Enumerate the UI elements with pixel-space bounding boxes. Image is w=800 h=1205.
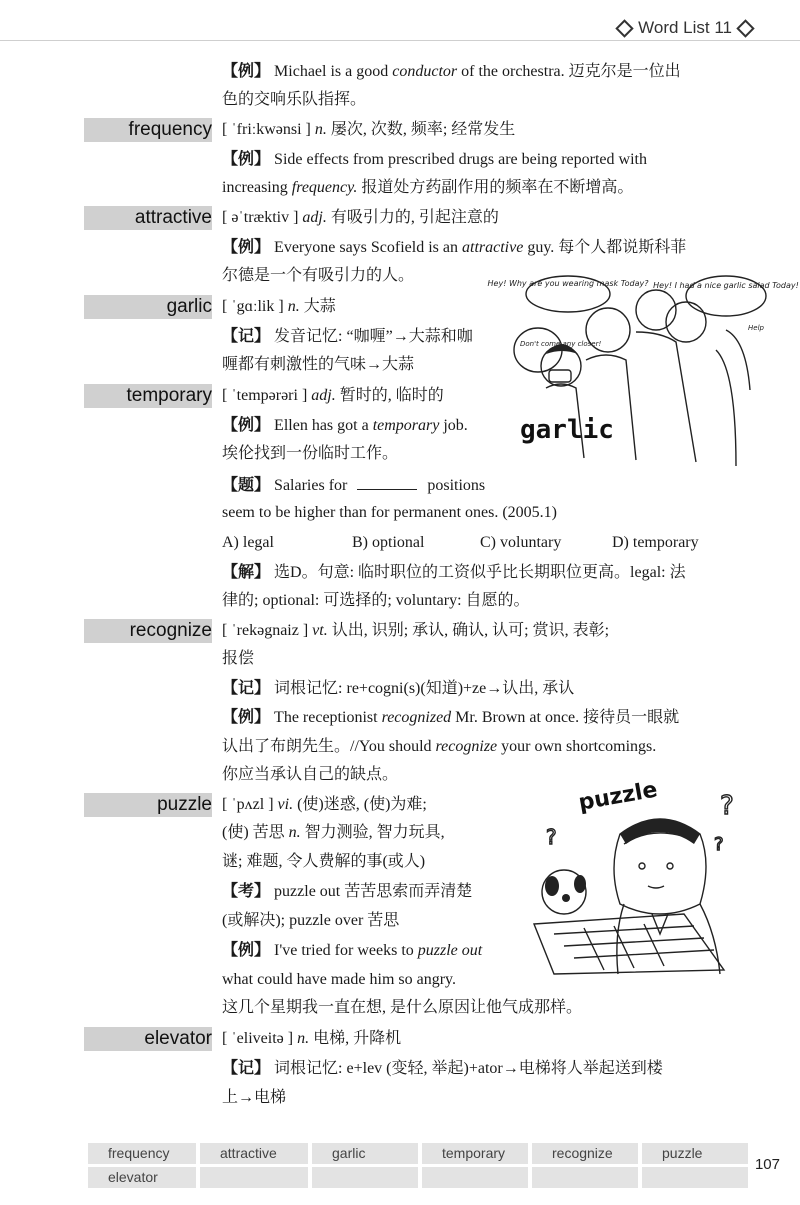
recognize-example-line2: 认出了布朗先生。//You should recognize your own shortcomings.	[222, 738, 657, 755]
conductor-example-cont: 色的交响乐队指挥。	[222, 91, 367, 108]
word-list-title	[618, 18, 752, 38]
option-b: B) optional	[352, 534, 425, 551]
index-blank	[532, 1167, 638, 1188]
temporary-question-line1: 【 题 】 Salaries for positions	[222, 475, 485, 496]
attractive-example-line2: 尔德是一个有吸引力的人。	[222, 267, 415, 284]
temporary-example-line1: 【 例 】 Ellen has got a temporary job.	[222, 416, 468, 436]
temporary-answer-line1: 【 解 】 选D。句意: 临时职位的工资似乎比长期职位更高。legal: 法	[222, 563, 686, 583]
frequency-example-line2: increasing frequency. 报道处方药副作用的频率在不断增高。	[222, 179, 634, 196]
fill-in-blank	[357, 475, 417, 490]
puzzle-exam-line2: (或解决); puzzle over 苦思	[222, 912, 400, 929]
word-list-title-text: Word List 11	[638, 18, 732, 37]
puzzle-definition-line2: (使) 苦思 n. 智力测验, 智力玩具,	[222, 824, 445, 841]
elevator-memory-line2: 上→电梯	[222, 1089, 287, 1106]
puzzle-example-line1: 【 例 】 I've tried for weeks to puzzle out	[222, 941, 482, 961]
puzzle-illustration	[524, 774, 764, 974]
conductor-example-line: 【 例 】 Michael is a good conductor of the orchestra. 迈克尔是一位出	[222, 62, 681, 82]
index-word: temporary	[422, 1143, 528, 1164]
index-blank	[312, 1167, 418, 1188]
example-tag: 【 例 】	[222, 151, 270, 168]
speech-bubble-text: Hey! Why are you wearing mask Today?	[487, 279, 649, 288]
index-word: elevator	[88, 1167, 196, 1188]
attractive-definition: [ əˈtræktiv ] adj. 有吸引力的, 引起注意的	[222, 208, 499, 228]
speech-bubble-text: Hey! I had a nice garlic salad Today!	[653, 281, 799, 290]
svg-text:?: ?	[546, 825, 557, 849]
temporary-answer-line2: 律的; optional: 可选择的; voluntary: 自愿的。	[222, 592, 530, 609]
answer-tag: 【 解 】	[222, 564, 270, 581]
index-blank	[422, 1167, 528, 1188]
headword-puzzle: puzzle	[84, 793, 212, 817]
svg-text:?: ?	[714, 834, 724, 855]
temporary-definition: [ ˈtempərəri ] adj. 暂时的, 临时的	[222, 386, 444, 406]
puzzle-caption: puzzle	[576, 777, 660, 816]
memory-tag: 【 记 】	[222, 680, 270, 697]
puzzle-exam-line1: 【 考 】 puzzle out 苦苦思索而弄清楚	[222, 882, 472, 902]
elevator-definition: [ ˈeliveitə ] n. 电梯, 升降机	[222, 1029, 401, 1049]
attractive-example-line1: 【 例 】 Everyone says Scofield is an attractive guy. 每个人都说斯科菲	[222, 238, 686, 258]
frequency-example-line1: 【 例 】 Side effects from prescribed drugs are being reported with	[222, 150, 647, 170]
temporary-options	[222, 533, 699, 553]
garlic-memory-line2: 喱都有刺激性的气味→大蒜	[222, 356, 415, 373]
example-tag: 【 例 】	[222, 239, 270, 256]
garlic-phonetic: [ ˈgɑːlik ]	[222, 298, 284, 315]
garlic-illustration	[487, 270, 799, 466]
diamond-icon	[736, 19, 754, 37]
speech-bubble-text: Help	[748, 324, 764, 332]
option-d: D) temporary	[612, 534, 699, 551]
question-tag: 【 题 】	[222, 477, 270, 494]
index-word: frequency	[88, 1143, 196, 1164]
recognize-definition: [ ˈrekəgnaiz ] vt. 认出, 识别; 承认, 确认, 认可; 赏识, 表彰;	[222, 621, 609, 641]
headword-garlic: garlic	[84, 295, 212, 319]
recognize-example-line1: 【 例 】 The receptionist recognized Mr. Brown at once. 接待员一眼就	[222, 708, 679, 728]
garlic-caption: garlic	[520, 415, 614, 445]
header-divider	[0, 40, 800, 41]
headword-attractive: attractive	[84, 206, 212, 230]
headword-recognize: recognize	[84, 619, 212, 643]
memory-tag: 【 记 】	[222, 328, 270, 345]
puzzle-phonetic: [ ˈpʌzl ]	[222, 796, 274, 813]
recognize-phonetic: [ ˈrekəgnaiz ]	[222, 622, 308, 639]
puzzle-definition: [ ˈpʌzl ] vi. (使)迷惑, (使)为难;	[222, 795, 427, 815]
option-a: A) legal	[222, 534, 274, 551]
recognize-definition-cont: 报偿	[222, 650, 255, 667]
temporary-question-line2: seem to be higher than for permanent ones. (2005.1)	[222, 504, 558, 521]
recognize-example-line3: 你应当承认自己的缺点。	[222, 766, 399, 783]
recognize-memory: 【 记 】 词根记忆: re+cogni(s)(知道)+ze→认出, 承认	[222, 679, 574, 699]
index-word: recognize	[532, 1143, 638, 1164]
example-tag: 【 例 】	[222, 417, 270, 434]
index-word: attractive	[200, 1143, 308, 1164]
garlic-memory-line1: 【 记 】 发音记忆: “咖喱”→大蒜和咖	[222, 327, 473, 347]
frequency-definition: [ ˈfriːkwənsi ] n. 屡次, 次数, 频率; 经常发生	[222, 120, 515, 140]
index-word: puzzle	[642, 1143, 748, 1164]
index-blank	[642, 1167, 748, 1188]
puzzle-example-line2: what could have made him so angry.	[222, 971, 457, 988]
example-tag: 【 例 】	[222, 63, 270, 80]
option-c: C) voluntary	[480, 534, 562, 551]
memory-tag: 【 记 】	[222, 1060, 270, 1077]
headword-elevator: elevator	[84, 1027, 212, 1051]
diamond-icon	[615, 19, 633, 37]
example-tag: 【 例 】	[222, 709, 270, 726]
svg-text:?: ?	[720, 791, 734, 821]
index-blank	[200, 1167, 308, 1188]
speech-bubble-text: Don't come any closer!	[520, 340, 602, 348]
frequency-phonetic: [ ˈfriːkwənsi ]	[222, 121, 311, 138]
index-word: garlic	[312, 1143, 418, 1164]
example-tag: 【 例 】	[222, 942, 270, 959]
temporary-phonetic: [ ˈtempərəri ]	[222, 387, 307, 404]
page-header	[0, 0, 800, 44]
elevator-memory-line1: 【 记 】 词根记忆: e+lev (变轻, 举起)+ator→电梯将人举起送到楼	[222, 1059, 663, 1079]
elevator-phonetic: [ ˈeliveitə ]	[222, 1030, 293, 1047]
garlic-definition: [ ˈgɑːlik ] n. 大蒜	[222, 297, 336, 317]
attractive-phonetic: [ əˈtræktiv ]	[222, 209, 298, 226]
puzzle-definition-line3: 谜; 难题, 令人费解的事(或人)	[222, 853, 426, 870]
headword-temporary: temporary	[84, 384, 212, 408]
exam-tag: 【 考 】	[222, 883, 270, 900]
puzzle-example-line3: 这几个星期我一直在想, 是什么原因让他气成那样。	[222, 999, 583, 1016]
page-number: 107	[754, 1156, 780, 1173]
temporary-example-line2: 埃伦找到一份临时工作。	[222, 445, 399, 462]
headword-frequency: frequency	[84, 118, 212, 142]
